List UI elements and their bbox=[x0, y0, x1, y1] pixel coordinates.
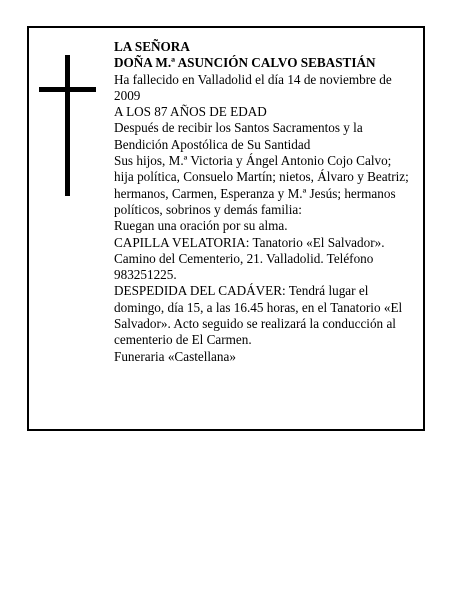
cross-horizontal-bar bbox=[39, 87, 96, 92]
notice-title: LA SEÑORA bbox=[114, 39, 190, 54]
latin-cross-icon bbox=[39, 55, 96, 196]
age-line: A LOS 87 AÑOS DE EDAD bbox=[114, 104, 267, 120]
cross-vertical-bar bbox=[65, 55, 70, 196]
notice-body bbox=[114, 39, 414, 365]
chapel-details: CAPILLA VELATORIA: Tanatorio «El Salvador». Camino del Cementerio, 21. Valladolid. Teléfono 983251225. bbox=[114, 234, 385, 283]
death-statement: Ha fallecido en Valladolid el día 14 de noviembre de 2009 bbox=[114, 71, 392, 103]
funeral-home: Funeraria «Castellana» bbox=[114, 348, 236, 364]
farewell-details: DESPEDIDA DEL CADÁVER: Tendrá lugar el domingo, día 15, a las 16.45 horas, en el Tanatorio «El Salvador». Acto seguido se realizará la conducción al cementerio de El Carmen. bbox=[114, 283, 403, 348]
family-list: Sus hijos, M.ª Victoria y Ángel Antonio Cojo Calvo; hija política, Consuelo Martín; nietos, Álvaro y Beatriz; hermanos, Carmen, Esperanza y M.ª Jesús; hermanos políticos, sobrinos y demás familia: bbox=[114, 153, 409, 217]
deceased-name: DOÑA M.ª ASUNCIÓN CALVO SEBASTIÁN bbox=[114, 55, 376, 71]
sacraments-text: Después de recibir los Santos Sacramentos y la Bendición Apostólica de Su Santidad bbox=[114, 120, 363, 152]
prayer-request: Ruegan una oración por su alma. bbox=[114, 218, 288, 234]
